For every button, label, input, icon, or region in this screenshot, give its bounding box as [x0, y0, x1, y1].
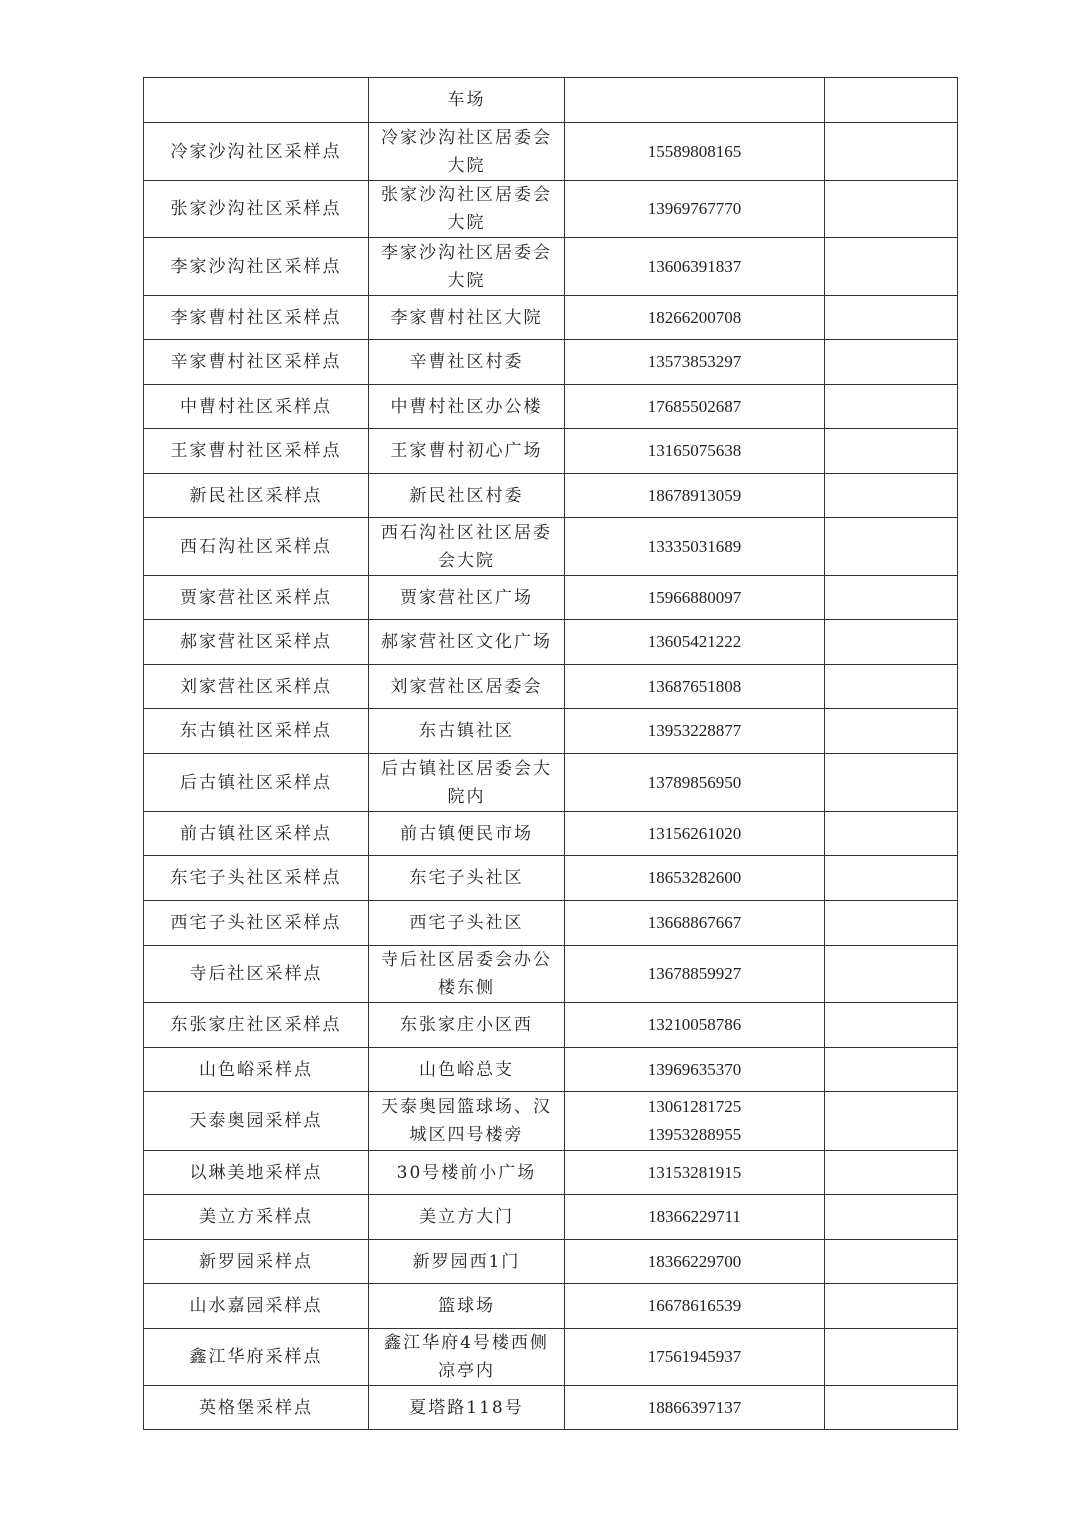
site-note-cell	[825, 1329, 958, 1386]
phone-number: 13678859927	[647, 964, 742, 983]
table-row	[144, 1151, 958, 1195]
phone-number: 13210058786	[647, 1015, 742, 1034]
site-note-cell	[825, 856, 958, 901]
phone-number: 18366229700	[647, 1251, 742, 1271]
site-name-cell: 西石沟社区采样点	[144, 518, 369, 576]
site-name-cell: 贾家营社区采样点	[144, 576, 369, 620]
table-row	[144, 1195, 958, 1240]
site-name-cell: 美立方采样点	[144, 1195, 369, 1240]
site-name-cell: 寺后社区采样点	[144, 946, 369, 1003]
phone-number: 18866397137	[647, 1397, 742, 1417]
site-location-cell: 天泰奥园篮球场、汉城区四号楼旁	[369, 1092, 565, 1151]
site-phone-cell	[565, 1151, 825, 1195]
site-note-cell	[825, 1240, 958, 1284]
site-phone-cell	[565, 296, 825, 340]
site-phone-cell	[565, 518, 825, 576]
site-location-cell: 新民社区村委	[369, 474, 565, 518]
phone-number: 13953288955	[647, 1125, 742, 1144]
phone-number: 13789856950	[647, 772, 742, 792]
table-row	[144, 474, 958, 518]
site-note-cell	[825, 1048, 958, 1092]
phone-number: 18266200708	[647, 307, 742, 327]
phone-number: 13605421222	[647, 632, 742, 651]
site-location-cell: 鑫江华府4号楼西侧凉亭内	[369, 1329, 565, 1386]
table-row	[144, 901, 958, 946]
phone-number: 17561945937	[647, 1347, 742, 1366]
site-location-cell: 辛曹社区村委	[369, 340, 565, 385]
table-row	[144, 1092, 958, 1151]
site-location-cell: 车场	[369, 78, 565, 123]
site-name-cell: 英格堡采样点	[144, 1386, 369, 1430]
site-note-cell	[825, 1003, 958, 1048]
table-row	[144, 856, 958, 901]
site-phone-cell	[565, 181, 825, 238]
site-note-cell	[825, 1092, 958, 1151]
phone-number: 13165075638	[647, 441, 742, 460]
site-phone-cell	[565, 665, 825, 709]
table-row	[144, 1284, 958, 1329]
site-note-cell	[825, 474, 958, 518]
table-row	[144, 1329, 958, 1386]
site-phone-cell	[565, 474, 825, 518]
site-location-cell: 夏塔路118号	[369, 1386, 565, 1430]
site-note-cell	[825, 238, 958, 296]
site-name-cell: 以琳美地采样点	[144, 1151, 369, 1195]
site-location-cell: 新罗园西1门	[369, 1240, 565, 1284]
table-row	[144, 1386, 958, 1430]
phone-number: 13156261020	[647, 823, 742, 843]
site-phone-cell	[565, 340, 825, 385]
site-name-cell: 天泰奥园采样点	[144, 1092, 369, 1151]
table-row	[144, 385, 958, 429]
site-name-cell: 东宅子头社区采样点	[144, 856, 369, 901]
phone-number: 15589808165	[647, 141, 742, 161]
phone-number: 16678616539	[647, 1296, 742, 1315]
phone-number: 13969767770	[647, 199, 742, 218]
site-location-cell: 东古镇社区	[369, 709, 565, 754]
site-note-cell	[825, 181, 958, 238]
table-row	[144, 576, 958, 620]
site-name-cell: 郝家营社区采样点	[144, 620, 369, 665]
site-note-cell	[825, 1386, 958, 1430]
table-row	[144, 340, 958, 385]
site-location-cell: 30号楼前小广场	[369, 1151, 565, 1195]
site-note-cell	[825, 709, 958, 754]
site-location-cell: 郝家营社区文化广场	[369, 620, 565, 665]
site-name-cell: 刘家营社区采样点	[144, 665, 369, 709]
phone-number: 13061281725	[647, 1097, 742, 1116]
site-name-cell: 鑫江华府采样点	[144, 1329, 369, 1386]
site-phone-cell	[565, 901, 825, 946]
table-row	[144, 518, 958, 576]
phone-number: 13606391837	[647, 256, 742, 276]
site-note-cell	[825, 901, 958, 946]
site-note-cell	[825, 385, 958, 429]
site-phone-cell	[565, 429, 825, 474]
site-note-cell	[825, 754, 958, 812]
table-row	[144, 123, 958, 181]
table-row	[144, 181, 958, 238]
site-name-cell: 张家沙沟社区采样点	[144, 181, 369, 238]
phone-number: 18653282600	[647, 868, 742, 887]
site-location-cell: 李家曹村社区大院	[369, 296, 565, 340]
phone-number: 18366229711	[648, 1207, 741, 1226]
site-location-cell: 东宅子头社区	[369, 856, 565, 901]
site-name-cell: 新罗园采样点	[144, 1240, 369, 1284]
sampling-sites-table	[143, 77, 958, 1430]
site-name-cell: 王家曹村社区采样点	[144, 429, 369, 474]
site-location-cell: 西宅子头社区	[369, 901, 565, 946]
site-location-cell: 中曹村社区办公楼	[369, 385, 565, 429]
site-note-cell	[825, 576, 958, 620]
site-phone-cell	[565, 754, 825, 812]
site-note-cell	[825, 620, 958, 665]
site-phone-cell	[565, 1048, 825, 1092]
table-row	[144, 665, 958, 709]
site-location-cell: 张家沙沟社区居委会大院	[369, 181, 565, 238]
site-note-cell	[825, 429, 958, 474]
site-name-cell: 东古镇社区采样点	[144, 709, 369, 754]
site-phone-cell	[565, 709, 825, 754]
phone-number: 13668867667	[647, 913, 742, 932]
site-note-cell	[825, 123, 958, 181]
phone-number: 13153281915	[647, 1162, 742, 1182]
table-row	[144, 812, 958, 856]
site-note-cell	[825, 518, 958, 576]
site-location-cell: 寺后社区居委会办公楼东侧	[369, 946, 565, 1003]
site-phone-cell	[565, 1003, 825, 1048]
site-name-cell: 西宅子头社区采样点	[144, 901, 369, 946]
site-location-cell: 刘家营社区居委会	[369, 665, 565, 709]
site-name-cell: 李家沙沟社区采样点	[144, 238, 369, 296]
site-phone-cell	[565, 856, 825, 901]
phone-number: 13687651808	[647, 676, 742, 696]
site-location-cell: 前古镇便民市场	[369, 812, 565, 856]
site-phone-cell	[565, 946, 825, 1003]
site-phone-cell	[565, 78, 825, 123]
table-row	[144, 709, 958, 754]
site-note-cell	[825, 296, 958, 340]
site-location-cell: 美立方大门	[369, 1195, 565, 1240]
site-location-cell: 篮球场	[369, 1284, 565, 1329]
table-row	[144, 946, 958, 1003]
table-row	[144, 1048, 958, 1092]
site-name-cell	[144, 78, 369, 123]
site-note-cell	[825, 78, 958, 123]
table-row	[144, 754, 958, 812]
site-phone-cell	[565, 123, 825, 181]
site-phone-cell	[565, 385, 825, 429]
site-location-cell: 西石沟社区社区居委会大院	[369, 518, 565, 576]
site-phone-cell	[565, 1092, 825, 1151]
table-body	[144, 78, 958, 1430]
site-note-cell	[825, 1195, 958, 1240]
site-phone-cell	[565, 1195, 825, 1240]
phone-number: 13573853297	[647, 352, 742, 371]
site-phone-cell	[565, 620, 825, 665]
table-row	[144, 620, 958, 665]
site-note-cell	[825, 946, 958, 1003]
site-location-cell: 贾家营社区广场	[369, 576, 565, 620]
site-name-cell: 东张家庄社区采样点	[144, 1003, 369, 1048]
site-name-cell: 冷家沙沟社区采样点	[144, 123, 369, 181]
table-row	[144, 1003, 958, 1048]
site-name-cell: 山色峪采样点	[144, 1048, 369, 1092]
phone-number: 13953228877	[647, 721, 742, 740]
site-note-cell	[825, 812, 958, 856]
site-note-cell	[825, 1284, 958, 1329]
site-location-cell: 后古镇社区居委会大院内	[369, 754, 565, 812]
phone-number: 17685502687	[647, 396, 742, 416]
table-row	[144, 1240, 958, 1284]
site-name-cell: 前古镇社区采样点	[144, 812, 369, 856]
site-name-cell: 辛家曹村社区采样点	[144, 340, 369, 385]
phone-number: 15966880097	[647, 587, 742, 607]
site-note-cell	[825, 340, 958, 385]
site-name-cell: 中曹村社区采样点	[144, 385, 369, 429]
site-location-cell: 李家沙沟社区居委会大院	[369, 238, 565, 296]
table-row	[144, 296, 958, 340]
site-name-cell: 山水嘉园采样点	[144, 1284, 369, 1329]
phone-number: 18678913059	[647, 485, 742, 505]
site-phone-cell	[565, 1386, 825, 1430]
site-location-cell: 东张家庄小区西	[369, 1003, 565, 1048]
site-location-cell: 冷家沙沟社区居委会大院	[369, 123, 565, 181]
table-row	[144, 78, 958, 123]
phone-number: 13969635370	[647, 1059, 742, 1079]
site-phone-cell	[565, 576, 825, 620]
phone-number: 13335031689	[647, 536, 742, 556]
site-phone-cell	[565, 1329, 825, 1386]
table-row	[144, 238, 958, 296]
table-row	[144, 429, 958, 474]
site-name-cell: 新民社区采样点	[144, 474, 369, 518]
site-name-cell: 李家曹村社区采样点	[144, 296, 369, 340]
site-name-cell: 后古镇社区采样点	[144, 754, 369, 812]
site-note-cell	[825, 665, 958, 709]
site-phone-cell	[565, 1240, 825, 1284]
site-phone-cell	[565, 1284, 825, 1329]
site-phone-cell	[565, 812, 825, 856]
site-location-cell: 王家曹村初心广场	[369, 429, 565, 474]
site-location-cell: 山色峪总支	[369, 1048, 565, 1092]
site-note-cell	[825, 1151, 958, 1195]
site-phone-cell	[565, 238, 825, 296]
